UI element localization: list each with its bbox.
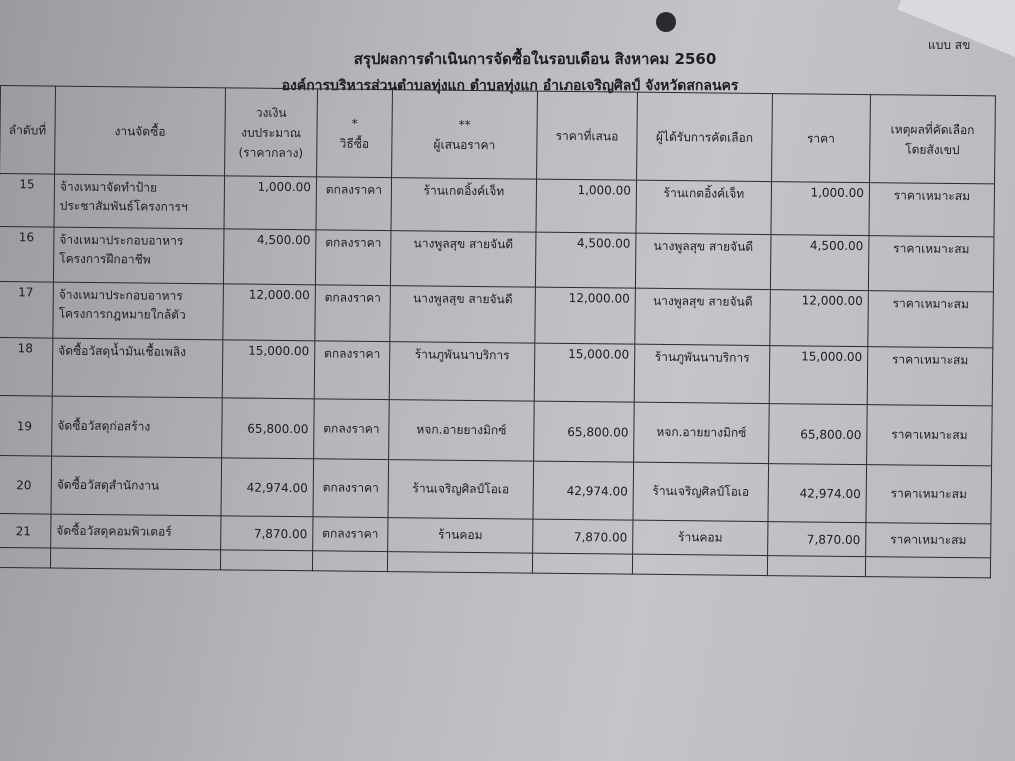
row-offer: 1,000.00 xyxy=(536,179,637,233)
row-method: ตกลงราคา xyxy=(314,399,390,460)
procurement-table xyxy=(0,85,996,578)
row-reason: ราคาเหมาะสม xyxy=(867,347,993,406)
empty-cell xyxy=(220,550,312,571)
header-reason xyxy=(870,95,996,184)
header-winner: ผู้ได้รับการคัดเลือก xyxy=(637,92,773,181)
empty-cell xyxy=(0,547,51,568)
header-budget-line3: (ราคากลาง) xyxy=(238,145,304,160)
row-method: ตกลงราคา xyxy=(313,517,388,552)
row-bidder: ร้านเจริญศิลป์โอเอ xyxy=(388,460,534,520)
row-reason: ราคาเหมาะสม xyxy=(866,465,992,524)
row-item: จ้างเหมาจัดทำป้ายประชาสัมพันธ์โครงการฯ xyxy=(54,174,225,229)
row-budget: 15,000.00 xyxy=(222,340,315,399)
punch-hole xyxy=(656,12,676,32)
row-no: 19 xyxy=(0,395,52,456)
row-budget: 42,974.00 xyxy=(221,458,314,517)
header-method-mark: * xyxy=(351,116,358,131)
row-item: จัดซื้อวัสดุคอมพิวเตอร์ xyxy=(51,514,221,550)
row-item: จัดซื้อวัสดุสำนักงาน xyxy=(51,456,222,516)
header-budget-line1: วงเงิน xyxy=(255,105,287,120)
row-reason: ราคาเหมาะสม xyxy=(867,405,993,466)
empty-cell xyxy=(632,554,767,575)
table-row xyxy=(0,281,993,347)
row-no: 21 xyxy=(0,513,51,548)
row-bidder: ร้านเกตอิ้งค์เจ็ท xyxy=(391,178,537,233)
row-offer: 15,000.00 xyxy=(534,343,635,402)
row-price: 15,000.00 xyxy=(769,346,868,405)
row-method: ตกลงราคา xyxy=(314,341,390,400)
row-winner: ร้านภูพันนาบริการ xyxy=(634,344,770,403)
row-offer: 4,500.00 xyxy=(535,232,636,288)
row-no: 17 xyxy=(0,281,53,338)
row-method: ตกลงราคา xyxy=(313,459,389,518)
row-no: 15 xyxy=(0,174,55,228)
header-reason-line1: เหตุผลที่คัดเลือก xyxy=(890,121,975,137)
row-bidder: ร้านคอม xyxy=(388,518,533,554)
row-budget: 4,500.00 xyxy=(223,229,316,285)
row-item: จัดซื้อวัสดุก่อสร้าง xyxy=(52,396,223,458)
empty-cell xyxy=(387,552,532,574)
row-winner: ร้านเจริญศิลป์โอเอ xyxy=(633,462,769,521)
header-reason-line2: โดยสังเขป xyxy=(905,141,960,157)
empty-cell xyxy=(532,553,632,574)
row-budget: 7,870.00 xyxy=(221,516,313,551)
row-item: จัดซื้อวัสดุน้ำมันเชื้อเพลิง xyxy=(52,338,223,398)
row-no: 18 xyxy=(0,337,53,396)
row-price: 12,000.00 xyxy=(770,290,869,347)
header-item: งานจัดซื้อ xyxy=(55,86,226,176)
document-title: สรุปผลการดำเนินการจัดซื้อในรอบเดือน สิงหาคม 2560 xyxy=(353,50,717,68)
row-bidder: หจก.อายยางมิกซ์ xyxy=(389,400,535,462)
header-bidder xyxy=(392,90,538,180)
row-method: ตกลงราคา xyxy=(315,230,391,286)
row-price: 1,000.00 xyxy=(771,182,870,236)
row-offer: 65,800.00 xyxy=(534,401,635,462)
row-no: 16 xyxy=(0,226,54,282)
header-budget xyxy=(225,88,318,177)
empty-cell xyxy=(865,557,990,578)
header-method xyxy=(317,89,393,178)
row-winner: ร้านคอม xyxy=(633,520,768,555)
header-method-label: วิธีซื้อ xyxy=(339,136,370,151)
row-bidder: ร้านภูพันนาบริการ xyxy=(389,342,535,402)
table-header-row xyxy=(0,86,995,184)
row-winner: หจก.อายยางมิกซ์ xyxy=(634,402,770,463)
header-bidder-mark: ** xyxy=(458,117,471,132)
header-offer: ราคาที่เสนอ xyxy=(537,91,638,180)
organization-subtitle: องค์การบริหารส่วนตำบลทุ่งแก ตำบลทุ่งแก อำเภอเจริญศิลป์ จังหวัดสกลนคร xyxy=(281,78,739,94)
header-bidder-label: ผู้เสนอราคา xyxy=(433,137,496,152)
row-offer: 12,000.00 xyxy=(535,287,636,344)
table-row xyxy=(0,395,992,465)
form-code: แบบ สข xyxy=(928,38,971,52)
row-winner: ร้านเกตอิ้งค์เจ็ท xyxy=(636,180,772,234)
row-method: ตกลงราคา xyxy=(315,285,391,342)
row-method: ตกลงราคา xyxy=(316,177,392,231)
row-item: จ้างเหมาประกอบอาหารโครงการกฎหมายใกล้ตัว xyxy=(53,282,224,340)
header-price: ราคา xyxy=(772,94,871,183)
row-item: จ้างเหมาประกอบอาหารโครงการฝึกอาชีพ xyxy=(53,227,224,284)
table-row xyxy=(0,337,993,405)
row-price: 4,500.00 xyxy=(770,235,869,291)
empty-cell xyxy=(50,548,220,570)
row-budget: 65,800.00 xyxy=(222,398,315,459)
row-reason: ราคาเหมาะสม xyxy=(868,236,994,292)
row-bidder: นางพูลสุข สายจันดี xyxy=(390,286,536,344)
row-price: 7,870.00 xyxy=(768,522,866,557)
header-no: ลำดับที่ xyxy=(0,86,55,175)
row-bidder: นางพูลสุข สายจันดี xyxy=(390,231,536,288)
row-offer: 7,870.00 xyxy=(533,519,633,554)
paper-corner xyxy=(897,0,1015,66)
row-reason: ราคาเหมาะสม xyxy=(869,183,995,237)
row-no: 20 xyxy=(0,455,52,514)
row-budget: 12,000.00 xyxy=(223,284,316,341)
row-budget: 1,000.00 xyxy=(224,176,317,230)
row-price: 42,974.00 xyxy=(768,464,867,523)
header-budget-line2: งบประมาณ xyxy=(241,125,301,140)
row-offer: 42,974.00 xyxy=(533,461,634,520)
row-winner: นางพูลสุข สายจันดี xyxy=(635,233,771,289)
empty-cell xyxy=(312,551,387,572)
row-reason: ราคาเหมาะสม xyxy=(866,523,991,558)
empty-cell xyxy=(767,556,865,577)
table-row xyxy=(0,455,992,523)
row-price: 65,800.00 xyxy=(769,404,868,465)
row-reason: ราคาเหมาะสม xyxy=(868,291,994,348)
row-winner: นางพูลสุข สายจันดี xyxy=(635,288,771,345)
